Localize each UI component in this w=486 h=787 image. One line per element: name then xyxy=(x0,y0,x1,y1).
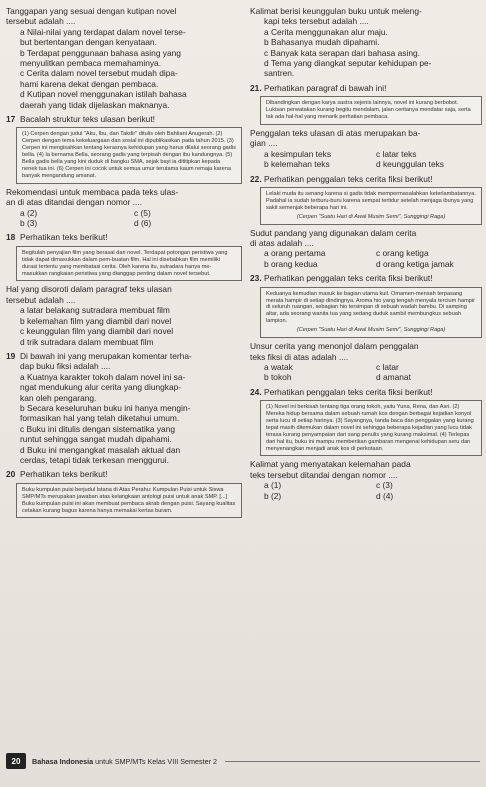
question-line: Penggalan teks ulasan di atas merupakan ba- xyxy=(250,127,421,138)
option-d[interactable]: d keunggulan teks xyxy=(376,159,444,170)
question-prompt: Perhatikan penggalan teks cerita fiksi berikut! xyxy=(264,173,433,184)
question-number: 21. xyxy=(250,82,262,93)
question-number: 24. xyxy=(250,386,262,397)
q16-option-line[interactable]: a Nilai-nilai yang terdapat dalam novel terse- xyxy=(20,26,186,37)
option-b[interactable]: b tokoh xyxy=(264,372,292,383)
answer-options xyxy=(250,248,482,269)
intro-line-2: tersebut adalah .... xyxy=(6,16,76,27)
option-a[interactable]: a latar belakang sutradara membuat film xyxy=(20,305,170,316)
question-line: di atas adalah .... xyxy=(250,238,314,249)
question-line: Rekomendasi untuk membaca pada teks ulas- xyxy=(6,186,179,197)
page-number: 20 xyxy=(6,753,26,769)
passage-box xyxy=(260,287,482,338)
question-23 xyxy=(250,273,482,382)
passage-source: (Cerpen "Suatu Hari di Awal Musim Semi", Sunggingi Raga) xyxy=(296,327,446,334)
right-column xyxy=(250,6,482,501)
option-b[interactable]: b Secara keseluruhan buku ini hanya mengin- xyxy=(20,402,191,413)
book-title-main: Bahasa Indonesia xyxy=(32,756,94,766)
option-b[interactable]: b kelemahan film yang diambil dari novel xyxy=(20,315,172,326)
answer-options xyxy=(250,149,482,170)
question-number: 17 xyxy=(6,114,16,125)
passage-source: (Cerpen "Suatu Hari di Awal Musim Semi", Sunggingi Raga) xyxy=(296,213,446,220)
q16-option-line: hami karena dekat dengan pembaca. xyxy=(20,78,159,89)
option-line: cerdas, tetapi tidak terkesan menggurui. xyxy=(20,454,169,465)
option-c[interactable]: c Buku ini ditulis dengan sistematika yang xyxy=(20,423,176,434)
question-line: Sudut pandang yang digunakan dalam cerita xyxy=(250,227,417,238)
question-line: dap buku fiksi adalah .... xyxy=(20,361,111,372)
question-prompt: Di bawah ini yang merupakan komentar terha- xyxy=(20,350,192,361)
q16-option-line[interactable]: d Kutipan novel menggunakan istilah bahasa xyxy=(20,89,187,100)
option-a[interactable]: a (2) xyxy=(20,207,38,218)
option-d[interactable]: d trik sutradara dalam membuat film xyxy=(20,336,154,347)
q16-option-line: menyulitkan pembaca memahaminya. xyxy=(20,58,162,69)
question-line: Unsur cerita yang menonjol dalam penggalan xyxy=(250,341,419,352)
question-prompt: Perhatikan penggalan teks cerita fiksi berikut! xyxy=(264,386,433,397)
option-a[interactable]: a kesimpulan teks xyxy=(264,148,332,159)
option-c[interactable]: c (3) xyxy=(376,480,393,491)
option-line: kan oleh pengarang. xyxy=(20,392,97,403)
question-line: teks tersebut ditandai dengan nomor .... xyxy=(250,469,398,480)
option-d[interactable]: d Tema yang diangkat seputar kehidupan pe- xyxy=(264,58,432,69)
passage-box xyxy=(260,187,482,225)
question-17 xyxy=(6,114,242,228)
question-prompt: Perhatikan teks berikut! xyxy=(20,232,108,243)
option-line: santren. xyxy=(264,68,295,79)
question-line: Kalimat yang menyatakan kelemahan pada xyxy=(250,459,411,470)
question-19 xyxy=(6,351,242,465)
option-c[interactable]: c orang ketiga xyxy=(376,248,429,259)
question-22 xyxy=(250,174,482,270)
option-a[interactable]: a Kuatnya karakter tokoh dalam novel ini sa- xyxy=(20,371,186,382)
question-prompt: Bacalah struktur teks ulasan berikut! xyxy=(20,114,155,125)
question-line: tersebut adalah .... xyxy=(6,294,76,305)
question-number: 18 xyxy=(6,232,16,243)
option-c[interactable]: c latar xyxy=(376,361,399,372)
book-title-sub: untuk SMP/MTs Kelas VIII Semester 2 xyxy=(93,756,217,766)
q16-options xyxy=(6,27,242,110)
option-a[interactable]: a (1) xyxy=(264,480,282,491)
question-18 xyxy=(6,232,242,346)
option-c[interactable]: c keunggulan film yang diambil dari novel xyxy=(20,326,174,337)
answer-options xyxy=(250,480,482,501)
question-line: Kalimat berisi keunggulan buku untuk meleng- xyxy=(250,6,422,16)
page-footer xyxy=(6,753,480,769)
passage-text: Keduanya kemudian masuk ke bagian utama kuil. Omamen-mensah terpasang merata hampir di setiap dindingnya. Aroma hio yang tengah menyala tercium hampir di seluruh ruangan, sebagian hio tersimpan di sebuah wadah bambu. Di samping altar, ada seorang wanita tua yang sedang duduk sambil membungkus sebuah lampion. xyxy=(266,290,475,325)
answer-options xyxy=(6,208,242,229)
option-d[interactable]: d (4) xyxy=(376,490,394,501)
book-title xyxy=(32,757,217,766)
question-number: 23. xyxy=(250,273,262,284)
question-24 xyxy=(250,387,482,501)
option-c[interactable]: c latar teks xyxy=(376,148,417,159)
option-line: formasikan hal yang telah diketahui umum. xyxy=(20,413,180,424)
option-a[interactable]: a watak xyxy=(264,361,293,372)
option-d[interactable]: d amanat xyxy=(376,372,411,383)
question-number: 20 xyxy=(6,469,16,480)
option-a[interactable]: a orang pertama xyxy=(264,248,326,259)
option-line: ngat mendukung alur cerita yang diungkap- xyxy=(20,382,182,393)
option-b[interactable]: b orang kedua xyxy=(264,258,318,269)
option-b[interactable]: b (3) xyxy=(20,218,38,229)
passage-box: Buku kumpulan puisi berjudul Istana di Atas Perahu: Kumpulan Puisi untuk Siswa SMP/MTs merupakan jawaban atas kelangkaan antologi puisi untuk anak SMP. [...] Buku kumpulan puisi ini akan membuat pembaca akrab dengan puisi. Sayang kualitas cetakan kurang bagus karena hanya memakai kertas buram. xyxy=(16,483,242,519)
option-d[interactable]: d orang ketiga jamak xyxy=(376,258,454,269)
q16-option-line: but bertentangan dengan kenyataan. xyxy=(20,37,157,48)
passage-box: (1) Novel ini berkisah tentang tiga orang tokoh, yaitu Yuna, Rena, dan Asri. (2) Mereka hidup bersama dalam sebuah rumah kos dengan berbagai kejadian konyol serta lucu di setiap harinya. (3) Sayangnya, tanda baca dan penggalan yang kurang tepat masih ditemukan dalam novel ini sehingga beberapa kejadian yang lucu tidak terasa kurang penyampaian dari sang penulis yang kurang maksimal. (4) Terlepas dari hal itu, buku ini mampu memberikan gambaran mengenai kehidupan seru dan menyenangkan menjadi anak kos di perkotaan. xyxy=(260,400,482,456)
question-line: gian .... xyxy=(250,138,278,149)
footer-divider xyxy=(225,761,480,762)
question-21 xyxy=(250,83,482,170)
option-line: runtut sehingga sangat mudah dipahami. xyxy=(20,434,172,445)
passage-text: Lelaki muda itu senang karena si gadis tidak mempermasalahkan keterlambatannya. Padahal ia sudah terburu-buru karena sempat tertidur setelah menjaga ibunya yang sakit semenjak beberapa hari ini. xyxy=(266,191,476,211)
option-b[interactable]: b kelemahan teks xyxy=(264,159,330,170)
option-c[interactable]: c (5) xyxy=(134,207,151,218)
question-prompt: Perhatikan penggalan teks cerita fiksi berikut! xyxy=(264,273,433,284)
option-a[interactable]: a Cerita menggunakan alur maju. xyxy=(264,26,388,37)
question-prompt: Perhatikan teks berikut! xyxy=(20,469,108,480)
passage-box: Dibandingkan dengan karya sastra sejenis lainnya, novel ini kurang berbobot. Lukisan perwatakan kurang begitu mendalam, jalan ceritanya mendatar saja, serta tak ada hal-hal yang menarik perhatian pembaca. xyxy=(260,96,482,125)
option-d[interactable]: d (6) xyxy=(134,218,152,229)
answer-options xyxy=(250,362,482,383)
q16-option-line[interactable]: c Cerita dalam novel tersebut mudah dipa- xyxy=(20,68,178,79)
passage-box: (1) Cerpen dengan judul "Aku, Ibu, dan Takdir" ditulis oleh Bahtiani Anugerah. (2) Cerpen dengan tema kekeluargaan dan sosial ini dipublikasikan pada tahun 2015. (3) Cerpen ini mengisahkan tentang kerasnya kehidupan yang harus dilalui seorang gadis bella. (4) Ia bernama Bella, seorang gadis yang terpisah dengan ibu kandungnya. (5) Bella gadis bella yang kini duduk di bangku SMA, sejak bayi ia dititipkan kepada nenek tua ini. (6) Cerpen ini cocok untuk semua umur terutama kaum remaja karena banyak mengandung amanat. xyxy=(16,127,242,183)
option-c[interactable]: c Banyak kata serapan dari bahasa asing. xyxy=(264,47,420,58)
left-column xyxy=(6,6,242,521)
passage-box: Begitulah penyajian film yang berasal dari novel. Terdapat potongan peristiwa yang tidak dapat dimasukkan dalam pem-buatan film. Hal ini disebabkan film memiliki durasi tertentu yang membatasi cerita. Oleh karena itu, sutradara hanya me-masukkan rangkaian peristiwa yang dianggap penting dalam novel tersebut. xyxy=(16,246,242,282)
q16-option-line[interactable]: b Terdapat penggunaan bahasa asing yang xyxy=(20,47,181,58)
intro-line-1: Tanggapan yang sesuai dengan kutipan novel xyxy=(6,6,177,16)
question-line: an di atas ditandai dengan nomor .... xyxy=(6,197,142,208)
option-d[interactable]: d Buku ini mengangkat masalah aktual dan xyxy=(20,444,181,455)
question-20 xyxy=(6,469,242,518)
question-line: Hal yang disoroti dalam paragraf teks ulasan xyxy=(6,284,172,295)
option-b[interactable]: b (2) xyxy=(264,490,282,501)
question-number: 19 xyxy=(6,350,16,361)
q16-option-line: daerah yang tidak dijelaskan maknanya. xyxy=(20,99,170,110)
question-number: 22. xyxy=(250,173,262,184)
question-prompt: Perhatikan paragraf di bawah ini! xyxy=(264,82,387,93)
question-line: teks fiksi di atas adalah .... xyxy=(250,351,349,362)
option-b[interactable]: b Bahasanya mudah dipahami. xyxy=(264,37,380,48)
question-line: kapi teks tersebut adalah .... xyxy=(264,16,369,27)
